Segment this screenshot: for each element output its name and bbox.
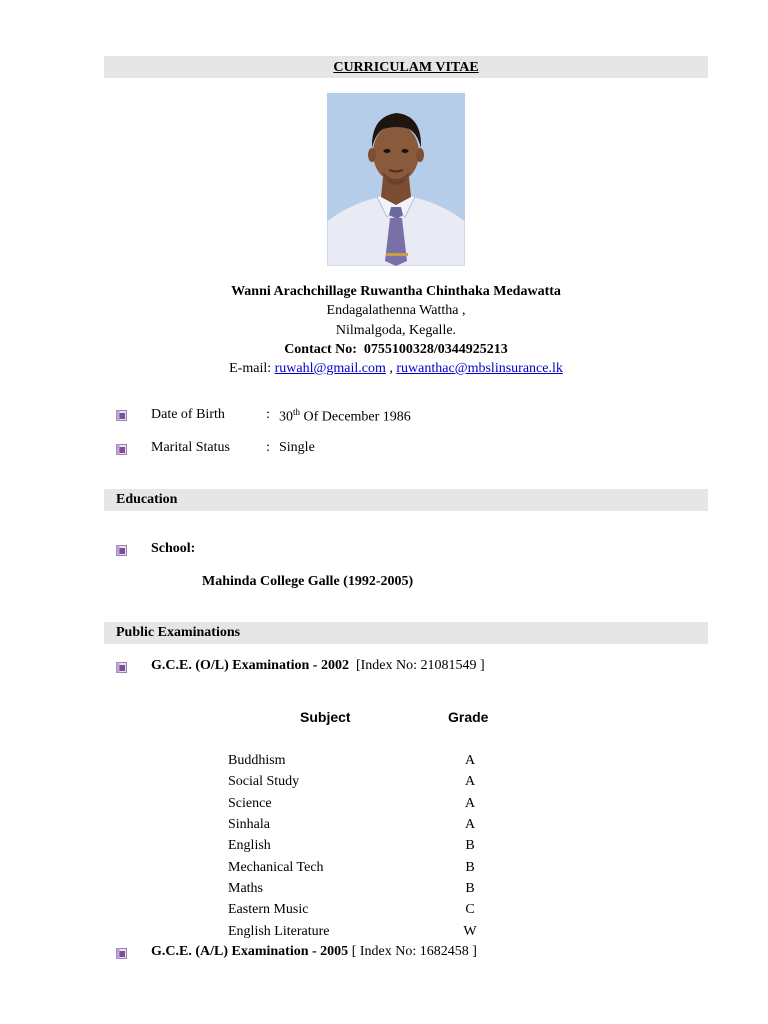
al-exam-index: [ Index No: 1682458 ] xyxy=(351,944,477,959)
marital-status-label: Marital Status xyxy=(151,440,230,455)
result-subject: Sinhala xyxy=(228,817,270,832)
education-heading: Education xyxy=(116,492,178,507)
dob-day: 30 xyxy=(279,409,293,425)
email-separator: , xyxy=(389,361,393,376)
bullet-icon xyxy=(116,410,127,421)
result-subject: Eastern Music xyxy=(228,902,309,917)
document-title: CURRICULAM VITAE xyxy=(333,60,479,75)
result-subject: Science xyxy=(228,796,272,811)
al-exam-title: G.C.E. (A/L) Examination - 2005 xyxy=(151,944,349,959)
result-subject: Maths xyxy=(228,881,263,896)
school-value: Mahinda College Galle (1992-2005) xyxy=(202,574,414,589)
al-exam-line xyxy=(151,944,477,960)
result-subject: Mechanical Tech xyxy=(228,860,324,875)
ol-exam-title: G.C.E. (O/L) Examination - 2002 xyxy=(151,658,349,673)
subject-header: Subject xyxy=(300,709,351,725)
result-grade: B xyxy=(465,838,475,853)
title-band xyxy=(104,56,708,78)
result-subject: English Literature xyxy=(228,924,330,939)
exams-heading: Public Examinations xyxy=(116,625,241,640)
ol-exam-line xyxy=(151,658,485,674)
result-grade: B xyxy=(465,881,475,896)
result-grade: A xyxy=(464,796,476,811)
exams-heading-band xyxy=(104,622,708,644)
result-grade: A xyxy=(464,774,476,789)
marital-status-value: Single xyxy=(279,440,315,455)
contact-line xyxy=(104,340,688,359)
bullet-icon xyxy=(116,545,127,556)
education-heading-band xyxy=(104,489,708,511)
candidate-name: Wanni Arachchillage Ruwantha Chinthaka Medawatta xyxy=(231,284,561,299)
result-subject: Social Study xyxy=(228,774,300,789)
email-link-1[interactable]: ruwahl@gmail.com xyxy=(274,361,386,376)
bullet-icon xyxy=(116,662,127,673)
contact-label: Contact No: xyxy=(284,342,357,357)
email-link-2[interactable]: ruwanthac@mbslinsurance.lk xyxy=(396,361,563,376)
dob-rest: Of December 1986 xyxy=(303,409,411,425)
marital-separator: : xyxy=(266,440,270,455)
grade-header: Grade xyxy=(448,709,489,725)
email-label: E-mail: xyxy=(229,361,272,376)
bullet-icon xyxy=(116,948,127,959)
bullet-icon xyxy=(116,444,127,455)
address-line-2: Nilmalgoda, Kegalle. xyxy=(335,323,457,338)
ol-exam-index: [Index No: 21081549 ] xyxy=(355,658,485,673)
dob-suffix: th xyxy=(293,407,301,417)
result-grade: A xyxy=(464,817,476,832)
result-grade: A xyxy=(464,753,476,768)
school-label: School: xyxy=(151,541,196,556)
result-grade: W xyxy=(463,924,477,939)
result-grade: B xyxy=(465,860,475,875)
dob-value xyxy=(279,407,411,426)
email-line xyxy=(104,359,688,378)
contact-numbers: 0755100328/0344925213 xyxy=(363,342,508,357)
profile-photo xyxy=(327,93,465,266)
result-grade: C xyxy=(465,902,475,917)
dob-separator: : xyxy=(266,407,270,422)
result-subject: English xyxy=(228,838,271,853)
result-subject: Buddhism xyxy=(228,753,286,768)
address-line-1: Endagalathenna Wattha , xyxy=(326,303,466,318)
dob-label: Date of Birth xyxy=(151,407,225,422)
